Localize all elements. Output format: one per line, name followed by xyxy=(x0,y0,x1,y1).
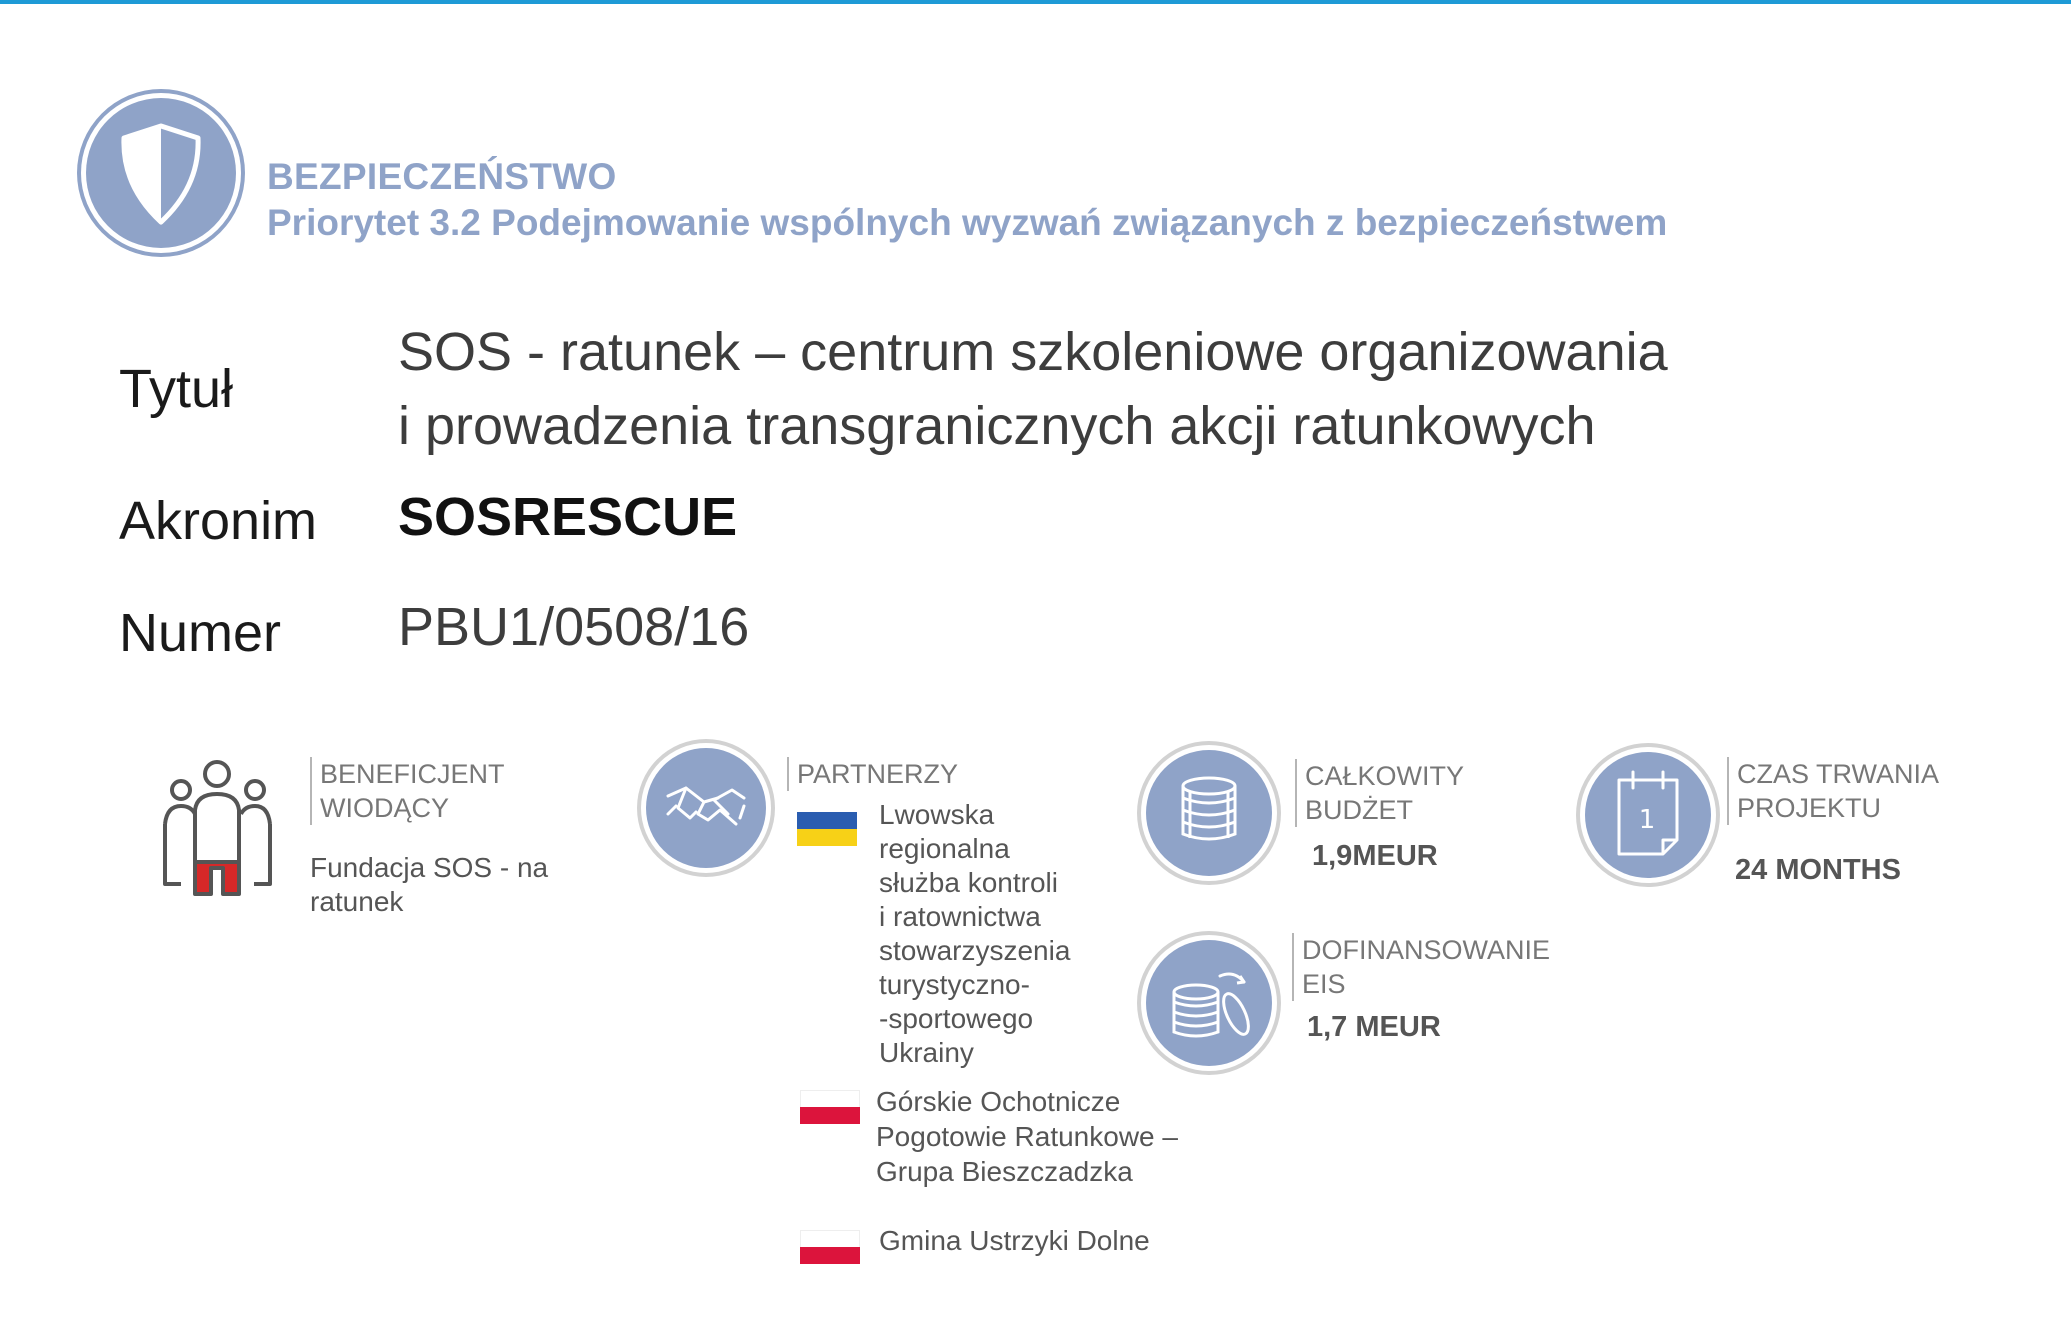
beneficiary-name xyxy=(310,851,548,919)
partners-label: PARTNERZY xyxy=(787,757,958,791)
shield-icon xyxy=(86,98,236,248)
duration-label xyxy=(1727,757,1939,825)
calendar-icon xyxy=(1585,752,1711,878)
partner-1-line: służba kontroli xyxy=(879,867,1058,898)
budget-value: 1,9MEUR xyxy=(1312,840,1438,872)
beneficiary-label-line1: BENEFICJENT xyxy=(320,759,505,789)
priority-title: Priorytet 3.2 Podejmowanie wspólnych wyzwań związanych z bezpieczeństwem xyxy=(267,202,1668,243)
cofinancing-label xyxy=(1292,933,1550,1001)
beneficiary-label xyxy=(310,757,505,825)
project-title-line2: i prowadzenia transgranicznych akcji ratunkowych xyxy=(398,396,1596,456)
budget-label xyxy=(1295,759,1464,827)
people-icon xyxy=(155,758,280,898)
category-title: BEZPIECZEŃSTWO xyxy=(267,156,617,197)
partner-3-name xyxy=(879,1224,1150,1258)
beneficiary-name-line1: Fundacja SOS - na xyxy=(310,852,549,883)
top-accent-line xyxy=(0,0,2071,4)
project-title-line1: SOS - ratunek – centrum szkoleniowe organizowania xyxy=(398,322,1668,382)
cofinancing-label-line2: EIS xyxy=(1302,969,1346,999)
partner-1-name xyxy=(879,798,1070,1070)
partner-2-name xyxy=(876,1084,1178,1189)
project-acronym: SOSRESCUE xyxy=(398,487,738,547)
partner-2-line: Górskie Ochotnicze xyxy=(876,1086,1121,1117)
poland-flag xyxy=(800,1230,860,1264)
partner-1-line: regionalna xyxy=(879,833,1010,864)
cofinancing-value: 1,7 MEUR xyxy=(1307,1011,1441,1043)
budget-label-line1: CAŁKOWITY xyxy=(1305,761,1465,791)
partner-1-line: Lwowska xyxy=(879,799,995,830)
poland-flag xyxy=(800,1090,860,1124)
partner-2-line: Grupa Bieszczadzka xyxy=(876,1156,1133,1187)
partner-3-line: Gmina Ustrzyki Dolne xyxy=(879,1225,1150,1256)
beneficiary-label-line2: WIODĄCY xyxy=(320,793,450,823)
partner-1-line: Ukrainy xyxy=(879,1037,974,1068)
coins-stack-icon xyxy=(1146,750,1272,876)
partner-1-line: -sportowego xyxy=(879,1003,1034,1034)
partner-1-line: i ratownictwa xyxy=(879,901,1041,932)
duration-label-line2: PROJEKTU xyxy=(1737,793,1882,823)
handshake-icon xyxy=(646,748,766,868)
acronym-label: Akronim xyxy=(119,491,318,551)
duration-label-line1: CZAS TRWANIA xyxy=(1737,759,1940,789)
partner-2-line: Pogotowie Ratunkowe – xyxy=(876,1121,1178,1152)
beneficiary-name-line2: ratunek xyxy=(310,886,404,917)
number-label: Numer xyxy=(119,603,282,663)
project-title xyxy=(398,315,1668,463)
ukraine-flag xyxy=(797,812,857,846)
project-number: PBU1/0508/16 xyxy=(398,597,750,657)
cofinancing-label-line1: DOFINANSOWANIE xyxy=(1302,935,1551,965)
duration-value: 24 MONTHS xyxy=(1735,854,1901,886)
partner-1-line: turystyczno- xyxy=(879,969,1030,1000)
budget-label-line2: BUDŻET xyxy=(1305,795,1413,825)
coins-flip-icon xyxy=(1146,940,1272,1066)
calendar-day: 1 xyxy=(1638,805,1656,835)
title-label: Tytuł xyxy=(119,359,234,419)
partner-1-line: stowarzyszenia xyxy=(879,935,1071,966)
